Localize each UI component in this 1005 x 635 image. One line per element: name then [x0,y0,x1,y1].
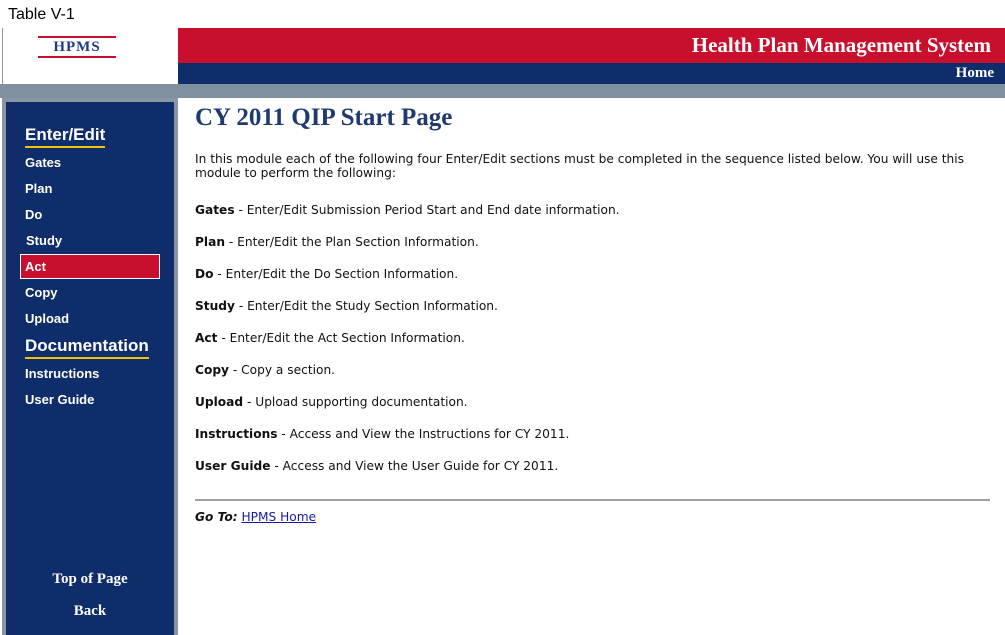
sidebar [6,102,174,635]
entry-term: Upload [195,395,244,409]
sidebar-item-instructions[interactable]: Instructions [25,366,100,381]
entry-study [195,299,498,313]
home-link[interactable]: Home [955,65,994,81]
entry-plan [195,235,479,249]
back-link[interactable]: Back [73,603,107,619]
sidebar-item-act[interactable]: Act [20,254,160,279]
top-of-page-link[interactable]: Top of Page [52,571,128,587]
hpms-home-link[interactable]: HPMS Home [241,510,317,524]
main-content [195,104,990,524]
entry-desc: - Enter/Edit the Plan Section Information. [225,235,479,249]
entry-upload [195,395,468,409]
entry-term: Study [195,299,235,313]
entry-term: Copy [195,363,229,377]
sidebar-item-do[interactable]: Do [25,207,43,222]
goto-label: Go To: [195,510,238,524]
table-caption: Table V-1 [8,6,75,23]
entry-desc: - Enter/Edit Submission Period Start and End date information. [234,203,620,217]
sidebar-item-study[interactable]: Study [26,233,63,248]
entry-desc: - Upload supporting documentation. [243,395,468,409]
content-divider [195,499,990,501]
entry-user-guide [195,459,558,473]
sidebar-item-copy[interactable]: Copy [25,285,58,300]
sidebar-heading-documentation: Documentation [25,336,149,359]
entry-term: Gates [195,203,235,217]
sidebar-item-plan[interactable]: Plan [25,181,53,196]
entry-term: Act [195,331,218,345]
entry-desc: - Access and View the User Guide for CY 2011. [270,459,559,473]
entry-term: Instructions [195,427,278,441]
entry-term: Do [195,267,214,281]
entry-term: User Guide [195,459,271,473]
entry-desc: - Copy a section. [229,363,336,377]
sidebar-item-upload[interactable]: Upload [25,311,70,326]
logo-area [2,28,178,84]
site-title: Health Plan Management System [691,33,991,57]
sidebar-item-user-guide[interactable]: User Guide [25,392,95,407]
entry-desc: - Enter/Edit the Act Section Information. [217,331,465,345]
hpms-logo[interactable] [38,35,116,59]
entry-act [195,331,465,345]
logo-text: HPMS [53,39,101,55]
entry-desc: - Enter/Edit the Study Section Information. [234,299,498,313]
entry-desc: - Enter/Edit the Do Section Information. [213,267,459,281]
entry-desc: - Access and View the Instructions for CY 2011. [277,427,570,441]
sidebar-heading-enter-edit: Enter/Edit [25,125,105,148]
goto-row [195,510,316,524]
sidebar-item-gates[interactable]: Gates [25,155,62,170]
entry-gates [195,203,620,217]
header-divider [0,84,1005,98]
entry-instructions [195,427,569,441]
entry-term: Plan [195,235,226,249]
page-title: CY 2011 QIP Start Page [195,104,453,131]
header-banner [178,28,1005,63]
header-nav [178,63,1005,84]
entry-copy [195,363,335,377]
entry-do [195,267,458,281]
intro-text: In this module each of the following four Enter/Edit sections must be completed in the sequence listed below. You will use this module to perform the following: [195,152,964,180]
